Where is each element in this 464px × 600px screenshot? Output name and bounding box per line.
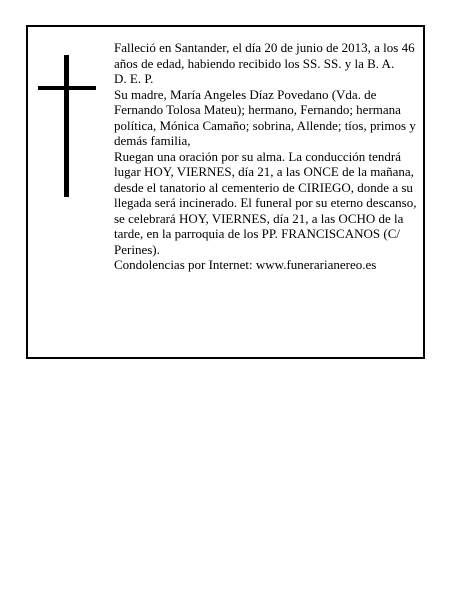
family-members: Su madre, María Angeles Díaz Povedano (Vda. de Fernando Tolosa Mateu); hermano, Fernando; hermana política, Mónica Camaño; sobrina, Allende; tíos, primos y demás familia, [114,86,416,148]
online-condolences: Condolencias por Internet: www.funerarianereo.es [114,257,377,272]
cross-horizontal-bar [38,86,96,90]
cross-vertical-bar [64,55,69,197]
latin-cross-icon [38,55,98,197]
obituary-notice [26,25,425,359]
funeral-details: Ruegan una oración por su alma. La conducción tendrá lugar HOY, VIERNES, día 21, a las ONCE de la mañana, desde el tanatorio al cementerio de CIRIEGO, donde a su llegada será incinerado. El funeral por su eterno descanso, se celebrará HOY, VIERNES, día 21, a las OCHO de la tarde, en la parroquia de los PP. FRANCISCANOS (C/ Perines). [114,148,417,257]
rest-in-peace: D. E. P. [114,71,154,86]
notice-text [114,40,420,273]
death-announcement: Falleció en Santander, el día 20 de junio de 2013, a los 46 años de edad, habiendo recibido los SS. SS. y la B. A. [114,40,415,71]
